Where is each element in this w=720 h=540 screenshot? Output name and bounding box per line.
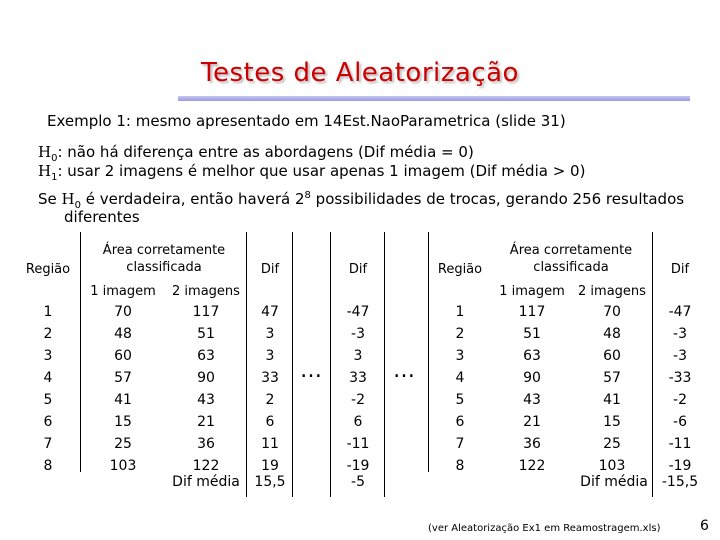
right-rule-2: [652, 232, 653, 497]
left-cell-r7-c1: 7: [43, 436, 53, 452]
right-subheader-2: 2 imagens: [578, 284, 646, 299]
right-header-area-l2: classificada: [533, 260, 609, 275]
left-cell-r8-c2: 103: [109, 458, 137, 474]
left-cell-r1-c3: 117: [192, 304, 220, 320]
left-cell-r1-c1: 1: [43, 304, 53, 320]
middle-footer-value: -5: [351, 474, 365, 490]
right-header-dif: Dif: [670, 262, 690, 277]
right-cell-r2-c4: -3: [673, 326, 687, 342]
right-cell-r2-c3: 48: [603, 326, 621, 342]
left-cell-r2-c2: 48: [114, 326, 132, 342]
h1-symbol: H: [38, 162, 52, 180]
h0-text: : não há diferença entre as abordagens (Dif média = 0): [57, 143, 474, 161]
left-cell-r4-c4: 33: [261, 370, 279, 386]
left-cell-r5-c2: 41: [114, 392, 132, 408]
right-header-area-l1: Área corretamente: [509, 243, 633, 258]
conclusion-mid: é verdadeira, então haverá 2: [81, 190, 305, 208]
left-cell-r4-c3: 90: [197, 370, 215, 386]
left-footer-value: 15,5: [254, 474, 286, 490]
right-cell-r5-c1: 5: [455, 392, 465, 408]
middle-cell-r6-c1: 6: [353, 414, 363, 430]
left-cell-r5-c3: 43: [197, 392, 215, 408]
left-cell-r7-c2: 25: [114, 436, 132, 452]
left-cell-r6-c2: 15: [114, 414, 132, 430]
conclusion-sup: 8: [304, 190, 311, 201]
mid-rule-1: [330, 232, 331, 497]
left-header-area-l1: Área corretamente: [102, 243, 226, 258]
right-cell-r5-c3: 41: [603, 392, 621, 408]
right-cell-r6-c3: 15: [603, 414, 621, 430]
title-underline: [178, 96, 690, 101]
right-cell-r4-c1: 4: [455, 370, 465, 386]
left-footer-label: Dif média: [172, 474, 240, 490]
right-cell-r3-c2: 63: [523, 348, 541, 364]
hypothesis-h0: [38, 143, 474, 164]
left-cell-r8-c3: 122: [192, 458, 220, 474]
left-subheader-2: 2 imagens: [172, 284, 240, 299]
h1-text: : usar 2 imagens é melhor que usar apenas 1 imagem (Dif média > 0): [57, 162, 586, 180]
left-cell-r2-c3: 51: [197, 326, 215, 342]
middle-header-dif: Dif: [348, 262, 368, 277]
conclusion-line-2: diferentes: [64, 208, 140, 226]
left-cell-r5-c4: 2: [265, 392, 275, 408]
right-cell-r7-c3: 25: [603, 436, 621, 452]
middle-cell-r7-c1: -11: [346, 436, 370, 452]
left-rule-2: [246, 232, 247, 497]
left-cell-r8-c4: 19: [261, 458, 279, 474]
right-header-area: [490, 242, 652, 276]
right-cell-r6-c1: 6: [455, 414, 465, 430]
ellipsis-right: …: [393, 358, 416, 383]
right-cell-r3-c4: -3: [673, 348, 687, 364]
right-cell-r6-c2: 21: [523, 414, 541, 430]
middle-cell-r5-c1: -2: [351, 392, 365, 408]
left-rule-3: [292, 232, 293, 497]
left-cell-r3-c2: 60: [114, 348, 132, 364]
left-header-regiao: Região: [25, 262, 71, 277]
left-cell-r6-c4: 6: [265, 414, 275, 430]
right-cell-r3-c3: 60: [603, 348, 621, 364]
right-cell-r7-c2: 36: [523, 436, 541, 452]
right-footer-label: Dif média: [580, 474, 648, 490]
right-cell-r8-c1: 8: [455, 458, 465, 474]
hypothesis-h1: [38, 162, 585, 183]
conclusion-symbol: H: [61, 190, 75, 208]
left-cell-r2-c4: 3: [265, 326, 275, 342]
left-cell-r5-c1: 5: [43, 392, 53, 408]
left-cell-r6-c1: 6: [43, 414, 53, 430]
slide-title: Testes de Aleatorização: [201, 58, 519, 88]
page-number: 6: [700, 518, 709, 534]
left-cell-r2-c1: 2: [43, 326, 53, 342]
right-cell-r5-c4: -2: [673, 392, 687, 408]
right-cell-r4-c2: 90: [523, 370, 541, 386]
right-cell-r7-c4: -11: [668, 436, 692, 452]
right-cell-r8-c4: -19: [668, 458, 692, 474]
mid-rule-2: [384, 232, 385, 497]
left-cell-r6-c3: 21: [197, 414, 215, 430]
right-cell-r2-c1: 2: [455, 326, 465, 342]
conclusion-suffix: possibilidades de trocas, gerando 256 resultados: [310, 190, 685, 208]
right-cell-r1-c3: 70: [603, 304, 621, 320]
right-cell-r7-c1: 7: [455, 436, 465, 452]
right-rule-1: [428, 232, 429, 472]
middle-cell-r1-c1: -47: [346, 304, 370, 320]
middle-cell-r2-c1: -3: [351, 326, 365, 342]
h0-symbol: H: [38, 143, 52, 161]
left-rule-1: [80, 232, 81, 472]
left-cell-r3-c3: 63: [197, 348, 215, 364]
middle-cell-r8-c1: -19: [346, 458, 370, 474]
left-subheader-1: 1 imagem: [90, 284, 156, 299]
middle-cell-r4-c1: 33: [349, 370, 367, 386]
middle-cell-r3-c1: 3: [353, 348, 363, 364]
left-header-area: [82, 242, 246, 276]
conclusion-sub: 0: [74, 200, 81, 211]
right-footer-value: -15,5: [661, 474, 699, 490]
right-cell-r2-c2: 51: [523, 326, 541, 342]
right-cell-r3-c1: 3: [455, 348, 465, 364]
left-cell-r1-c2: 70: [114, 304, 132, 320]
left-cell-r7-c4: 11: [261, 436, 279, 452]
example-line: Exemplo 1: mesmo apresentado em 14Est.NaoParametrica (slide 31): [47, 112, 566, 130]
left-cell-r7-c3: 36: [197, 436, 215, 452]
right-subheader-1: 1 imagem: [499, 284, 565, 299]
ellipsis-left: …: [300, 358, 323, 383]
right-cell-r4-c3: 57: [603, 370, 621, 386]
left-header-dif: Dif: [260, 262, 280, 277]
right-cell-r6-c4: -6: [673, 414, 687, 430]
left-cell-r3-c4: 3: [265, 348, 275, 364]
right-cell-r8-c3: 103: [598, 458, 626, 474]
right-cell-r1-c1: 1: [455, 304, 465, 320]
left-cell-r8-c1: 8: [43, 458, 53, 474]
right-cell-r1-c2: 117: [518, 304, 546, 320]
right-header-regiao: Região: [437, 262, 483, 277]
left-cell-r4-c1: 4: [43, 370, 53, 386]
left-cell-r1-c4: 47: [261, 304, 279, 320]
h1-sub: 1: [51, 172, 58, 183]
right-cell-r4-c4: -33: [668, 370, 692, 386]
conclusion-prefix: Se: [38, 190, 62, 208]
left-header-area-l2: classificada: [126, 260, 202, 275]
footnote: (ver Aleatorização Ex1 em Reamostragem.xls): [428, 523, 661, 534]
right-cell-r5-c2: 43: [523, 392, 541, 408]
right-cell-r1-c4: -47: [668, 304, 692, 320]
right-cell-r8-c2: 122: [518, 458, 546, 474]
left-cell-r3-c1: 3: [43, 348, 53, 364]
left-cell-r4-c2: 57: [114, 370, 132, 386]
h0-sub: 0: [51, 153, 58, 164]
